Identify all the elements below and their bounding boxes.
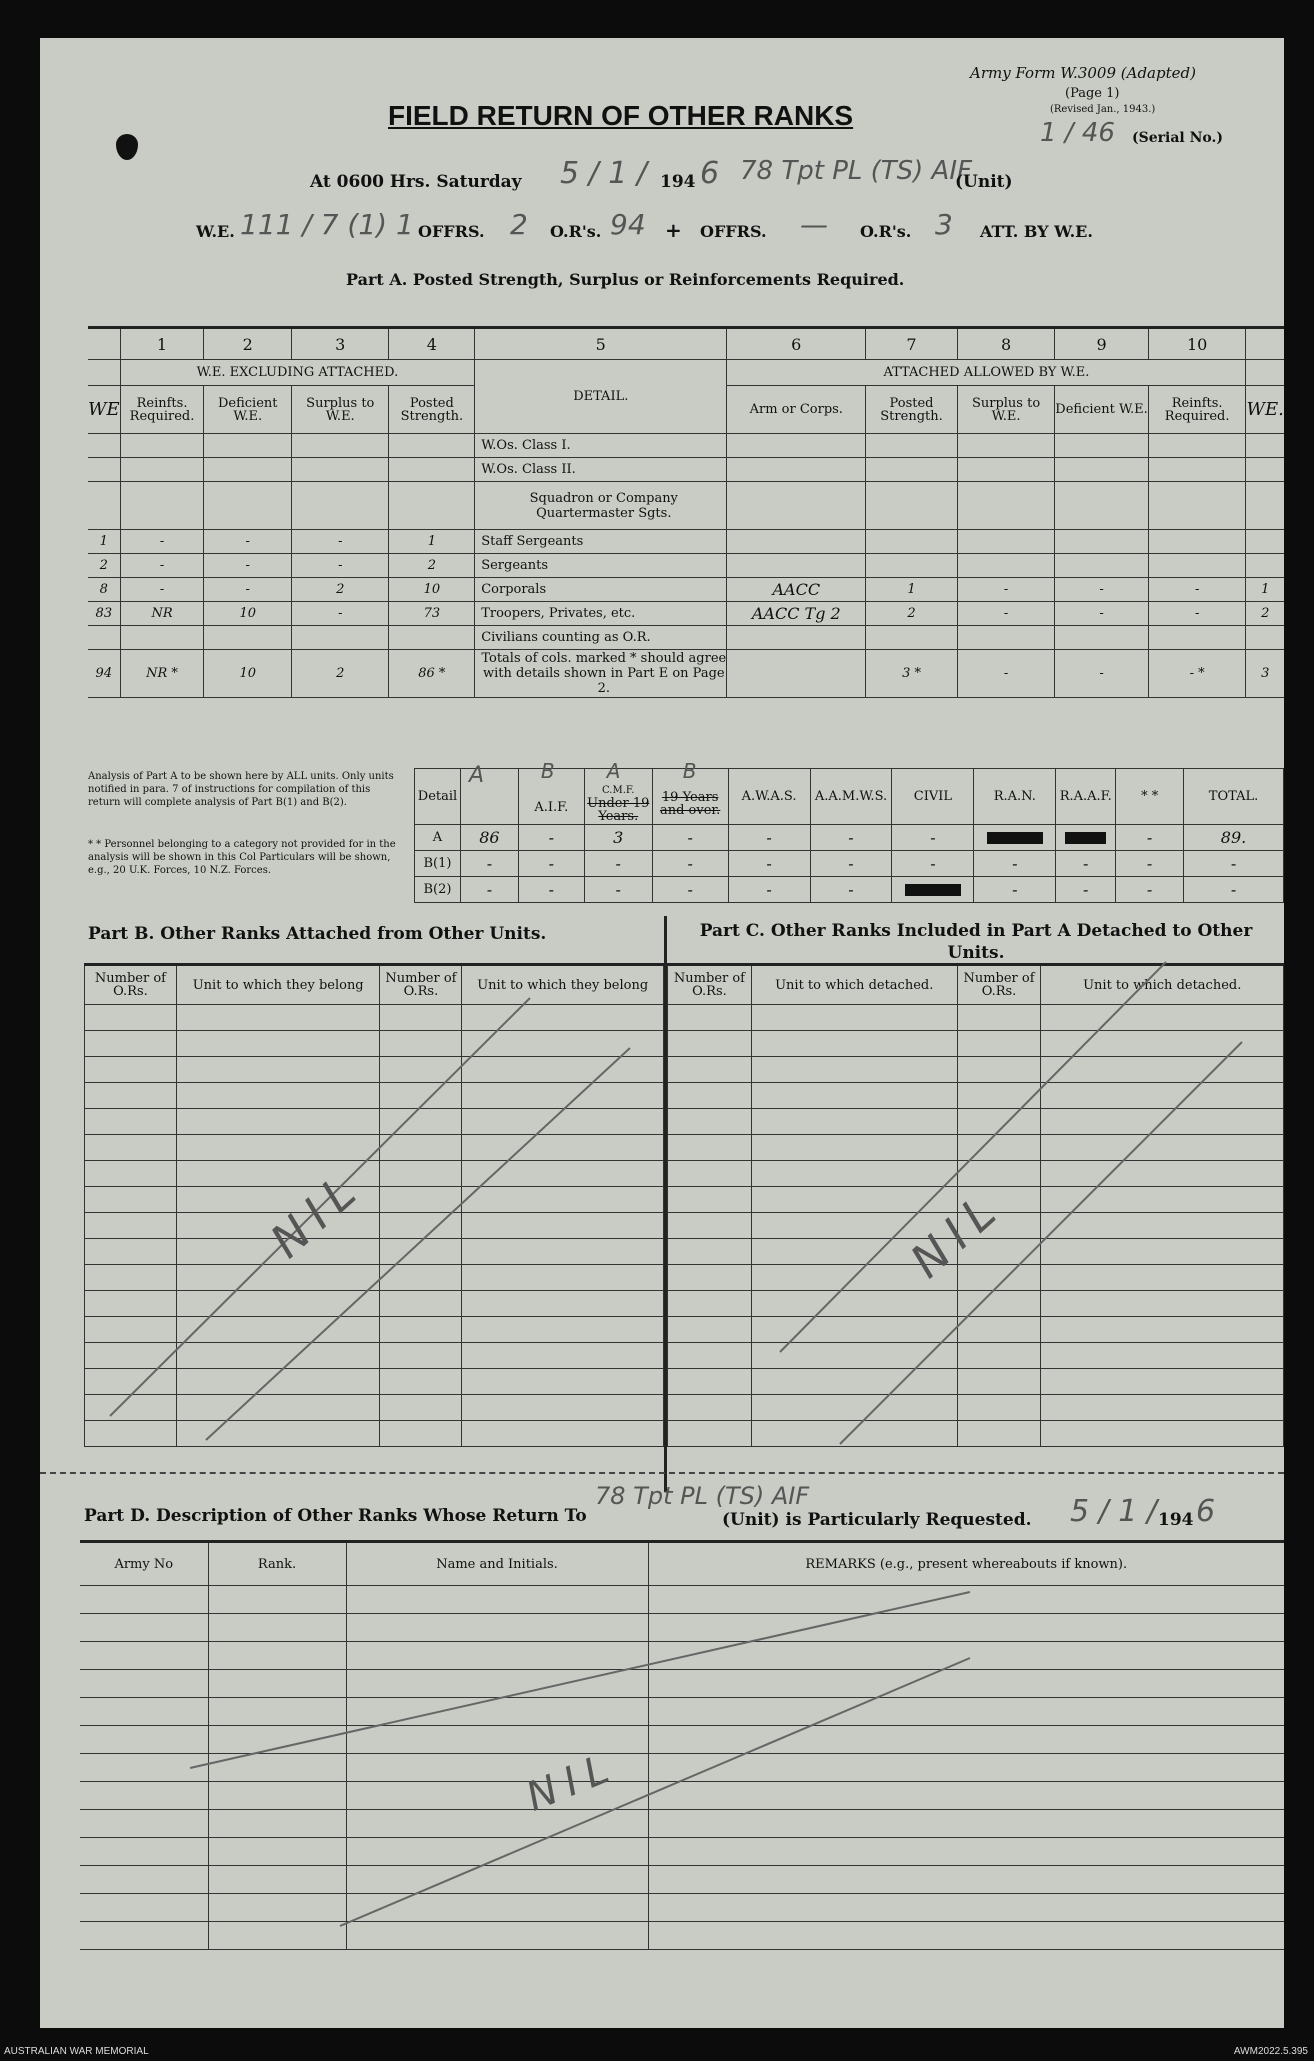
analysis-note-2: * * Personnel belonging to a category not provided for in the analysis will be shown in this Col Particulars will be shown, e.g., 20 U.K. Forces, 10 N.Z. Forces. [88,839,396,876]
offrs2-value: — [800,208,828,241]
footer-left: AUSTRALIAN WAR MEMORIAL [4,2046,149,2057]
part-d-unit: 78 Tpt PL (TS) AIF [595,1482,810,1510]
col-number: 1 [120,328,204,360]
value-cell: 10 [204,650,292,698]
part-d-year: 6 [1196,1494,1216,1529]
analysis-cell: - [1116,825,1184,851]
strike-line-d1 [190,1592,970,1768]
detail-cell: Staff Sergeants [475,530,727,554]
col-number: 10 [1148,328,1246,360]
ors2-label: O.R's. [860,222,912,241]
detail-cell: Civilians counting as O.R. [475,626,727,650]
value-cell: - [292,602,389,626]
analysis-cell: - [652,877,728,903]
value-cell: - [1055,578,1149,602]
col-header: Reinfts. Required. [120,386,204,434]
analysis-row-label: B(2) [415,877,461,903]
value-cell: 83 [88,602,120,626]
part-c-title: Part C. Other Ranks Included in Part A Detached to Other Units. [699,921,1253,963]
analysis-cell: - [892,851,974,877]
serial-value: 1 / 46 [1040,118,1115,148]
analysis-cell: - [1184,877,1284,903]
part-d-header: Rank. [208,1542,346,1586]
detail-cell: W.Os. Class I. [475,434,727,458]
col-number: 7 [866,328,958,360]
value-cell: - [204,530,292,554]
col-number: 2 [204,328,292,360]
analysis-header: 19 Years and over. [659,789,721,818]
analysis-cell: - [518,851,584,877]
form-sheet [40,38,1284,2028]
part-d-date: 5 / 1 / [1070,1494,1157,1529]
value-cell: AACC Tg 2 [727,602,866,626]
part-c-header: Number of O.Rs. [668,965,752,1005]
ors-label: O.R's. [550,222,602,241]
page-title: FIELD RETURN OF OTHER RANKS [388,100,854,131]
value-cell: - [957,578,1054,602]
detail-cell: Troopers, Privates, etc. [475,602,727,626]
hw-letter: A [468,763,485,788]
analysis-cell: - [518,825,584,851]
analysis-header: A.W.A.S. [728,769,810,825]
part-d-header: Army No [80,1542,208,1586]
analysis-cell: 89. [1184,825,1284,851]
we-margin-left: WE [88,386,120,434]
analysis-cell: - [460,877,518,903]
col-header: Deficient W.E. [204,386,292,434]
part-b-header: Unit to which they belong [462,965,664,1005]
value-cell: - [292,530,389,554]
at-time-label: At 0600 Hrs. Saturday [310,172,522,192]
analysis-cell: - [810,825,892,851]
value-cell: AACC [727,578,866,602]
we-label: W.E. [196,222,235,241]
analysis-row-label: B(1) [415,851,461,877]
value-cell: 3 * [866,650,958,698]
pencil-strikes [40,38,1284,2028]
strike-line-d2 [340,1658,970,1926]
analysis-cell: - [1116,851,1184,877]
value-cell: 2 [292,650,389,698]
value-cell: - * [1148,650,1246,698]
value-cell: 73 [389,602,475,626]
unit-label: (Unit) [955,172,1013,192]
year-print: 194 [660,172,696,192]
value-cell: - [204,578,292,602]
strike-line-c1 [780,962,1166,1352]
analysis-note: Analysis of Part A to be shown here by ALL units. Only units notified in para. 7 of instructions for compilation of this return will complete analysis of Part B(1) and B(2). [88,771,394,808]
footer-right: AWM2022.5.395 [1233,2046,1308,2057]
detail-cell: W.Os. Class II. [475,458,727,482]
part-d-title-b: (Unit) is Particularly Requested. [722,1510,1032,1530]
part-d-title-a: Part D. Description of Other Ranks Whose Return To [84,1506,587,1526]
value-cell: - [1055,602,1149,626]
value-cell: 1 [389,530,475,554]
analysis-cell: - [652,851,728,877]
analysis-detail-header: Detail [415,769,461,825]
analysis-cell: - [728,877,810,903]
cmf-label: C.M.F. [602,785,635,796]
analysis-cell: - [974,851,1056,877]
value-cell: - [1148,578,1246,602]
part-c-header: Number of O.Rs. [957,965,1041,1005]
analysis-header: TOTAL. [1184,769,1284,825]
year-value: 6 [700,156,720,191]
value-cell: 1 [866,578,958,602]
strike-line-c2 [840,1042,1242,1444]
att-label: ATT. BY W.E. [980,222,1093,241]
analysis-cell: - [892,825,974,851]
value-cell: 1 [88,530,120,554]
part-b-header: Number of O.Rs. [380,965,462,1005]
detail-cell: Corporals [475,578,727,602]
detail-cell: Squadron or Company Quartermaster Sgts. [475,482,727,530]
analysis-cell: - [584,851,652,877]
ors2-value: 3 [935,208,953,241]
col-header: Posted Strength. [866,386,958,434]
part-d-nil: NIL [520,1742,625,1821]
analysis-header: A.A.M.W.S. [810,769,892,825]
group-left-header: W.E. EXCLUDING ATTACHED. [120,360,475,386]
analysis-header: R.A.N. [974,769,1056,825]
value-cell: 2 [88,554,120,578]
part-a-title: Part A. Posted Strength, Surplus or Reinforcements Required. [346,270,905,289]
analysis-cell: 3 [584,825,652,851]
analysis-cell: - [728,851,810,877]
value-cell: 10 [389,578,475,602]
value-cell: 86 * [389,650,475,698]
detail-cell: Sergeants [475,554,727,578]
value-cell: 1 [1246,578,1284,602]
part-b-nil: NIL [260,1158,374,1269]
part-c-header: Unit to which detached. [1041,965,1284,1005]
col-number: 6 [727,328,866,360]
value-cell: - [120,530,204,554]
col-number: 5 [475,328,727,360]
col-header: Posted Strength. [389,386,475,434]
detail-header: DETAIL. [475,360,727,434]
value-cell: 3 [1246,650,1284,698]
part-c-nil: NIL [900,1178,1014,1289]
analysis-header: Under 19 Years. [587,796,650,824]
analysis-header: A.I.F. [534,800,569,815]
analysis-cell: - [810,851,892,877]
value-cell: - [1148,602,1246,626]
part-b-title: Part B. Other Ranks Attached from Other Units. [88,924,547,944]
analysis-cell: - [1184,851,1284,877]
col-header: Deficient W.E. [1055,386,1149,434]
part-d-header: REMARKS (e.g., present whereabouts if known). [648,1542,1284,1586]
analysis-cell: - [460,851,518,877]
col-header: Arm or Corps. [727,386,866,434]
detail-cell: Totals of cols. marked * should agree with details shown in Part E on Page 2. [475,650,727,698]
we-value: 111 / 7 (1) 1 [240,208,414,241]
analysis-header: R.A.A.F. [1056,769,1116,825]
analysis-cell: - [974,877,1056,903]
part-c-header: Unit to which detached. [751,965,957,1005]
analysis-cell: - [1116,877,1184,903]
group-right-header: ATTACHED ALLOWED BY W.E. [727,360,1246,386]
part-b-header: Unit to which they belong [176,965,380,1005]
col-number: 4 [389,328,475,360]
value-cell: NR * [120,650,204,698]
value-cell: 2 [1246,602,1284,626]
analysis-cell: - [1056,877,1116,903]
value-cell: 8 [88,578,120,602]
col-number: 8 [957,328,1054,360]
value-cell: 2 [292,578,389,602]
value-cell: 10 [204,602,292,626]
part-d-year-print: 194 [1158,1510,1194,1530]
hw-letter: B [682,759,697,783]
analysis-cell: - [728,825,810,851]
analysis-cell: - [584,877,652,903]
value-cell: - [204,554,292,578]
analysis-row-label: A [415,825,461,851]
unit-value: 78 Tpt PL (TS) AIF [740,156,972,186]
strike-line-b2 [206,1048,630,1440]
col-number: 3 [292,328,389,360]
part-b-header: Number of O.Rs. [85,965,177,1005]
value-cell: - [957,650,1054,698]
revised-label: (Revised Jan., 1943.) [1050,104,1156,115]
hw-letter: B [540,759,555,783]
ors-value: 94 [610,208,646,241]
analysis-cell: - [518,877,584,903]
analysis-cell: - [1056,851,1116,877]
value-cell: - [292,554,389,578]
value-cell: - [1055,650,1149,698]
army-form-label: Army Form W.3009 (Adapted) [970,64,1196,82]
analysis-cell: 86 [460,825,518,851]
col-header: Surplus to W.E. [292,386,389,434]
col-number: 9 [1055,328,1149,360]
value-cell: 2 [866,602,958,626]
analysis-cell: - [652,825,728,851]
offrs-label: OFFRS. [418,222,485,241]
value-cell: 2 [389,554,475,578]
serial-label: (Serial No.) [1132,130,1223,146]
value-cell: - [957,602,1054,626]
analysis-header: * * [1116,769,1184,825]
date-value: 5 / 1 / [560,156,647,191]
value-cell: - [120,578,204,602]
col-header: Reinfts. Required. [1148,386,1246,434]
part-d-header: Name and Initials. [346,1542,648,1586]
value-cell: 94 [88,650,120,698]
we-margin-right: WE. [1246,386,1284,434]
value-cell: NR [120,602,204,626]
offrs-value: 2 [510,208,528,241]
col-header: Surplus to W.E. [957,386,1054,434]
offrs2-label: OFFRS. [700,222,767,241]
analysis-cell: - [810,877,892,903]
analysis-header: CIVIL [892,769,974,825]
value-cell: - [120,554,204,578]
hw-letter: A [606,759,621,783]
page-label: (Page 1) [1065,86,1120,101]
plus-sign: + [665,218,682,242]
